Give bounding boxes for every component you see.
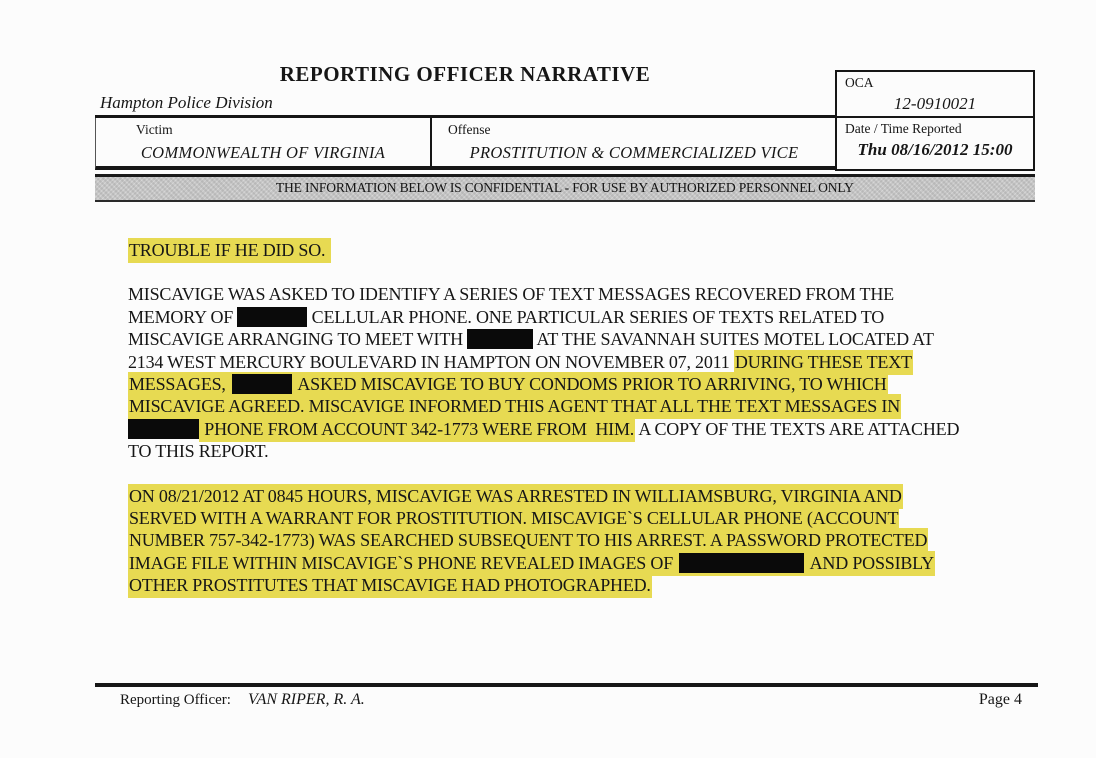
text-segment: A COPY OF THE TEXTS ARE ATTACHED bbox=[635, 418, 960, 439]
redaction-bar bbox=[232, 374, 292, 394]
narrative-line bbox=[128, 552, 1058, 574]
highlight-segment: OTHER PROSTITUTES THAT MISCAVIGE HAD PHOTOGRAPHED. bbox=[128, 573, 652, 598]
reporting-officer-value: VAN RIPER, R. A. bbox=[248, 691, 365, 708]
reporting-officer-label: Reporting Officer: bbox=[120, 692, 231, 708]
narrative-line bbox=[128, 306, 1058, 328]
victim-cell bbox=[96, 118, 432, 166]
highlight-segment: IMAGE FILE WITHIN MISCAVIGE`S PHONE REVEALED IMAGES OF bbox=[128, 551, 678, 576]
highlight-segment: MISCAVIGE AGREED. MISCAVIGE INFORMED THIS AGENT THAT ALL THE TEXT MESSAGES IN bbox=[128, 394, 901, 419]
agency-name: Hampton Police Division bbox=[100, 93, 273, 112]
oca-label: OCA bbox=[845, 75, 874, 90]
text-segment: MEMORY OF bbox=[128, 306, 238, 327]
narrative-body bbox=[128, 239, 1058, 619]
confidential-banner bbox=[95, 174, 1035, 202]
highlight-segment: DURING THESE TEXT bbox=[734, 350, 913, 375]
highlight-segment: AND POSSIBLY bbox=[805, 551, 935, 576]
oca-value: 12-0910021 bbox=[893, 94, 977, 113]
narrative-line bbox=[128, 485, 1058, 507]
footer-divider-line bbox=[95, 683, 1038, 687]
date-time-value: Thu 08/16/2012 15:00 bbox=[857, 140, 1013, 159]
narrative-line bbox=[128, 351, 1058, 373]
victim-label: Victim bbox=[136, 122, 173, 137]
highlight-segment bbox=[678, 551, 805, 576]
text-segment: TO THIS REPORT. bbox=[128, 441, 269, 462]
highlight-segment: ASKED MISCAVIGE TO BUY CONDOMS PRIOR TO ARRIVING, TO WHICH bbox=[293, 372, 887, 397]
confidential-banner-text: THE INFORMATION BELOW IS CONFIDENTIAL - FOR USE BY AUTHORIZED PERSONNEL ONLY bbox=[276, 180, 854, 196]
page-title: REPORTING OFFICER NARRATIVE bbox=[279, 62, 651, 86]
page-number: Page 4 bbox=[978, 691, 1022, 708]
narrative-line bbox=[128, 418, 1058, 440]
redaction-bar bbox=[679, 553, 804, 573]
narrative-line bbox=[128, 283, 1058, 305]
narrative-line bbox=[128, 239, 1058, 261]
narrative-line bbox=[128, 507, 1058, 529]
text-segment: CELLULAR PHONE. ONE PARTICULAR SERIES OF TEXTS RELATED TO bbox=[307, 306, 885, 327]
date-time-cell bbox=[837, 118, 1033, 167]
redaction-bar bbox=[128, 419, 199, 439]
redaction-bar bbox=[237, 307, 307, 327]
oca-box bbox=[835, 70, 1035, 171]
narrative-line bbox=[128, 395, 1058, 417]
narrative-paragraph bbox=[128, 239, 1058, 261]
redaction-bar bbox=[467, 329, 533, 349]
offense-value: PROSTITUTION & COMMERCIALIZED VICE bbox=[469, 143, 799, 162]
text-segment: MISCAVIGE ARRANGING TO MEET WITH bbox=[128, 329, 468, 350]
oca-cell bbox=[837, 72, 1033, 118]
highlight-segment bbox=[231, 372, 293, 397]
text-segment: 2134 WEST MERCURY BOULEVARD IN HAMPTON ON NOVEMBER 07, 2011 bbox=[128, 351, 734, 372]
highlight-segment: TROUBLE IF HE DID SO. bbox=[128, 238, 331, 263]
narrative-line bbox=[128, 529, 1058, 551]
narrative-line bbox=[128, 574, 1058, 596]
date-time-label: Date / Time Reported bbox=[845, 121, 962, 136]
highlight-segment: ON 08/21/2012 AT 0845 HOURS, MISCAVIGE WAS ARRESTED IN WILLIAMSBURG, VIRGINIA AND bbox=[128, 484, 903, 509]
narrative-line bbox=[128, 440, 1058, 462]
narrative-line bbox=[128, 328, 1058, 350]
offense-cell bbox=[432, 118, 836, 166]
text-segment: MISCAVIGE WAS ASKED TO IDENTIFY A SERIES OF TEXT MESSAGES RECOVERED FROM THE bbox=[128, 284, 894, 305]
victim-value: COMMONWEALTH OF VIRGINIA bbox=[140, 143, 386, 162]
highlight-segment: NUMBER 757-342-1773) WAS SEARCHED SUBSEQUENT TO HIS ARREST. A PASSWORD PROTECTED bbox=[128, 528, 928, 553]
highlight-segment: PHONE FROM ACCOUNT 342-1773 WERE FROM HIM. bbox=[199, 417, 635, 442]
narrative-paragraph bbox=[128, 485, 1058, 597]
offense-label: Offense bbox=[448, 122, 491, 137]
text-segment: AT THE SAVANNAH SUITES MOTEL LOCATED AT bbox=[533, 329, 934, 350]
narrative-line bbox=[128, 373, 1058, 395]
narrative-paragraph bbox=[128, 283, 1058, 462]
highlight-segment: MESSAGES, bbox=[128, 372, 231, 397]
highlight-segment: SERVED WITH A WARRANT FOR PROSTITUTION. MISCAVIGE`S CELLULAR PHONE (ACCOUNT bbox=[128, 506, 899, 531]
